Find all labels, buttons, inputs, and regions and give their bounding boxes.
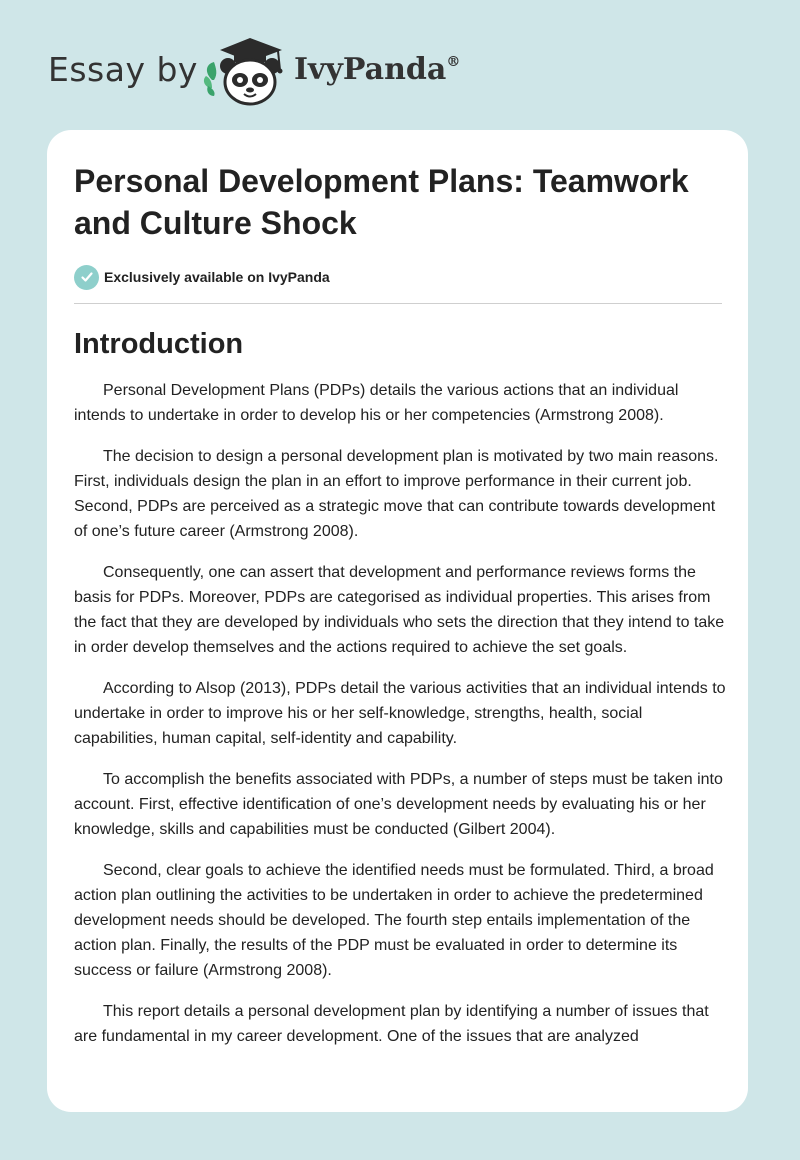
- exclusive-label: Exclusively available on IvyPanda: [104, 269, 330, 285]
- paragraph: Consequently, one can assert that development and performance reviews forms the basis for PDPs. Moreover, PDPs are categorised as individual properties. This arises from the fact that they are developed by individuals who sets the direction that they intend to take in order develop themselves and the actions required to achieve the set goals.: [74, 564, 725, 656]
- essay-card: [47, 130, 748, 1112]
- section-heading: Introduction: [74, 328, 244, 360]
- brand-name[interactable]: [294, 52, 460, 87]
- paragraph: The decision to design a personal development plan is motivated by two main reasons. First, individuals design the plan in an effort to improve performance in their current job. Second, PDPs are perceived as a strategic move that can contribute towards development of one’s future career (Armstrong 2008).: [74, 448, 719, 540]
- paragraph: Personal Development Plans (PDPs) details the various actions that an individual intends to undertake in order to develop his or her competencies (Armstrong 2008).: [74, 382, 679, 424]
- panda-graduate-icon[interactable]: [200, 36, 290, 108]
- paragraph: To accomplish the benefits associated with PDPs, a number of steps must be taken into account. First, effective identification of one’s development needs by evaluating his or her knowledge, skills and capabilities must be conducted (Gilbert 2004).: [74, 771, 723, 838]
- essay-title: Personal Development Plans: Teamwork and Culture Shock: [74, 163, 689, 241]
- paragraph: This report details a personal development plan by identifying a number of issues that are fundamental in my career development. One of the issues that are analyzed: [74, 1003, 709, 1045]
- check-icon: [74, 265, 99, 290]
- brand-text: IvyPanda: [294, 52, 447, 87]
- essay-by-label: Essay by: [48, 50, 198, 89]
- paragraph: Second, clear goals to achieve the identified needs must be formulated. Third, a broad action plan outlining the activities to be undertaken in order to achieve the predetermined development needs should be developed. The fourth step entails implementation of the action plan. Finally, the results of the PDP must be evaluated in order to determine its success or failure (Armstrong 2008).: [74, 862, 714, 979]
- exclusive-badge: [74, 264, 722, 290]
- essay-body: [74, 378, 726, 1049]
- registered-mark: ®: [446, 54, 461, 70]
- paragraph: According to Alsop (2013), PDPs detail the various activities that an individual intends to undertake in order to improve his or her self-knowledge, strengths, health, social capabilities, human capital, self-identity and capability.: [74, 680, 726, 747]
- site-header: [0, 0, 800, 130]
- divider: [74, 303, 722, 304]
